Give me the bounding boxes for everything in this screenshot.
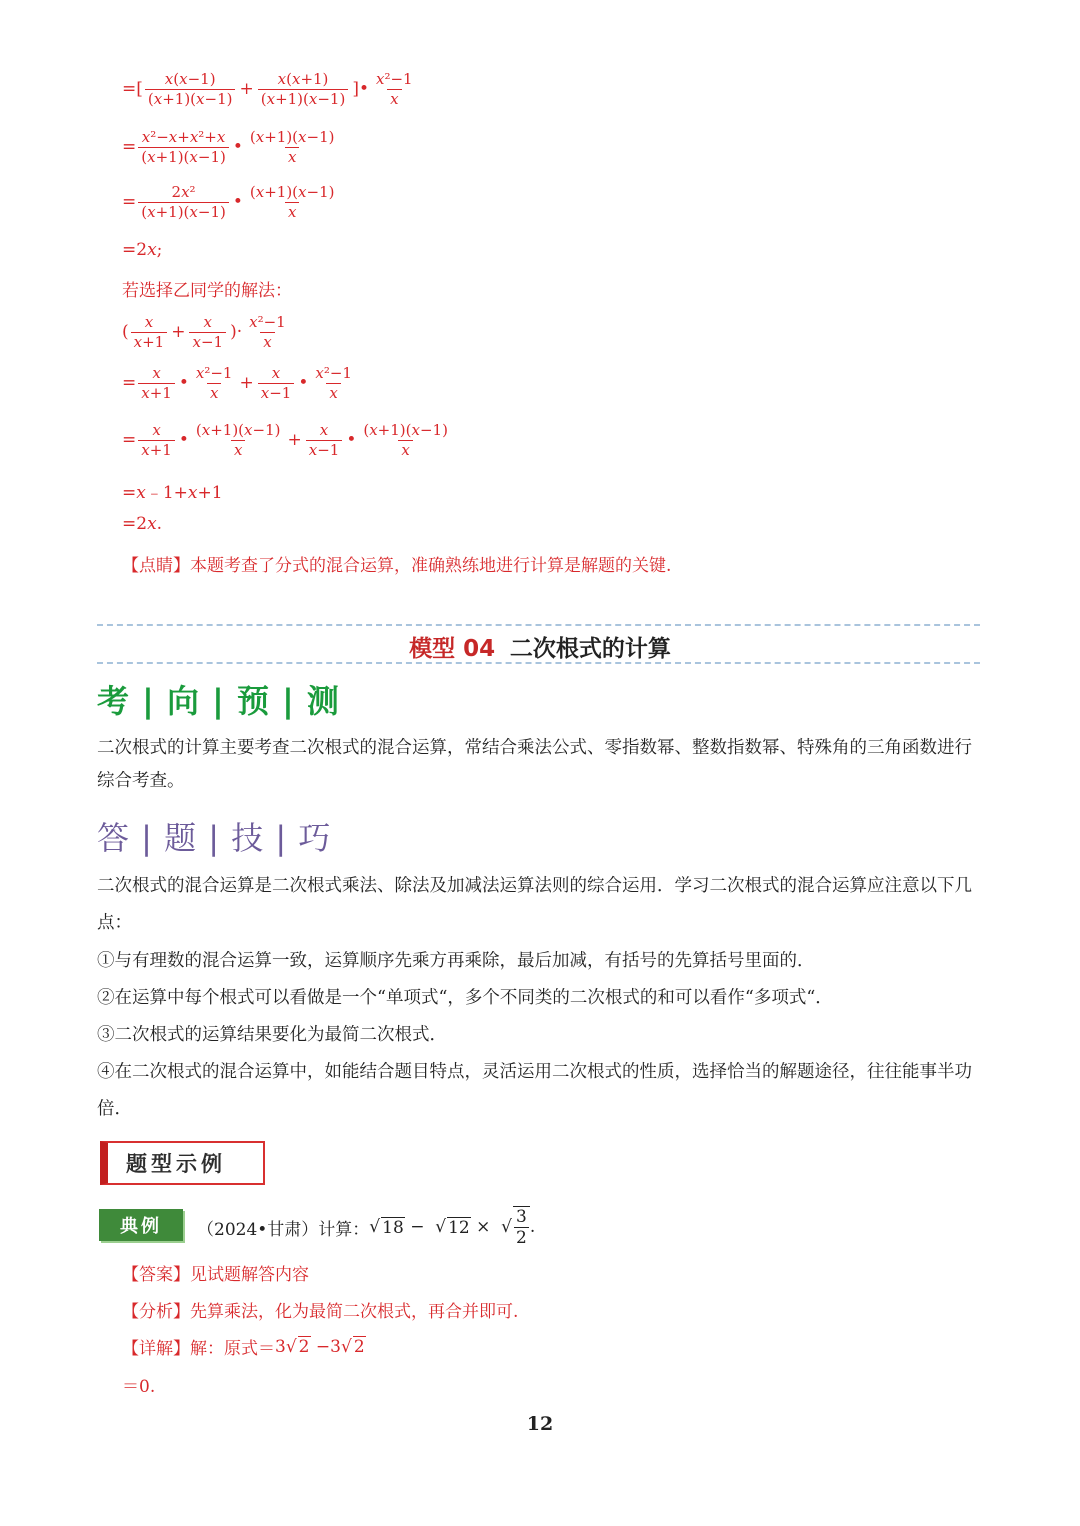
fraction: x x+1 <box>131 315 168 350</box>
deriv-prefix: =[ <box>122 79 143 99</box>
model-title <box>0 630 1080 663</box>
fraction: $\frac{x}{x+1}$ <box>138 423 175 458</box>
fraction: $\frac{\text{2x²}}{(x+1)(x-1)}$ <box>138 185 229 220</box>
operator: • <box>232 192 243 212</box>
operator: + <box>239 79 254 99</box>
deriv-prefix: = <box>122 192 137 212</box>
dianjing-note: 【点睛】本题考查了分式的混合运算，准确熟练地进行计算是解题的关键. <box>122 556 672 576</box>
operator: • <box>178 373 189 393</box>
operator: • <box>232 137 243 157</box>
fraction: $\frac{x}{x-1}$ <box>189 315 226 350</box>
fraction: $\frac{x}{x+1}$ <box>138 366 175 401</box>
operator-times: × <box>476 1217 491 1237</box>
example-source: （2024•甘肃）计算： <box>197 1219 370 1240</box>
derivation-a-line-1 <box>122 72 418 107</box>
tip-1: ①与有理数的混合运算一致，运算顺序先乘方再乘除，最后加减，有括号的先算括号里面的． <box>97 951 815 971</box>
derivation-b-line-3 <box>122 423 453 458</box>
final-line: ＝0. <box>122 1377 156 1397</box>
model-name: 二次根式的计算 <box>509 636 671 662</box>
operator: + <box>171 322 186 342</box>
fraction: (x+1)(x−1) x <box>363 421 448 459</box>
operator: + <box>239 373 254 393</box>
page-number: 12 <box>526 1413 554 1435</box>
fraction: (x+1)(x−1) x <box>195 421 281 459</box>
fraction: $\frac{x}{x-1}$ <box>306 423 343 458</box>
result-a: =2x; <box>122 240 163 260</box>
operator: )· <box>230 322 243 342</box>
radicand-2: 12 <box>448 1217 470 1238</box>
radicand-1: 18 <box>382 1217 404 1238</box>
example-line <box>197 1206 535 1248</box>
deriv-prefix: = <box>122 430 137 450</box>
fraction: x²−1 x <box>376 70 413 108</box>
tip-2: ②在运算中每个根式可以看做是一个“单项式“，多个不同类的二次根式的和可以看作“多项式“． <box>97 988 833 1008</box>
derivation-b-line-1 <box>122 315 291 350</box>
radicand-3: $\frac{3}{2}$ <box>513 1206 530 1248</box>
fraction: $\frac{\text{x²−x+x²+x}}{(x+1)(x-1)}$ <box>138 130 229 165</box>
model-number: 模型 04 <box>409 636 496 662</box>
operator: ]• <box>352 79 369 99</box>
deriv-prefix: = <box>122 137 137 157</box>
tip-4: ④在二次根式的混合运算中，如能结合题目特点，灵活运用二次根式的性质，选择恰当的解题途径，往往能事半功倍． <box>97 1062 972 1119</box>
operator: + <box>287 430 302 450</box>
dianli-tag: 典例 <box>99 1209 183 1241</box>
example-expression: √ 18 − √ 12 × √ $\frac{3}{2}$ . <box>369 1207 536 1248</box>
operator-minus: − <box>410 1217 425 1237</box>
operator: • <box>346 430 357 450</box>
choose-b-heading: 若选择乙同学的解法： <box>122 281 292 301</box>
result-b-2: =2x. <box>122 514 163 534</box>
result-b-1: =x﹣1+x+1 <box>122 483 223 503</box>
fraction: x²−1 x <box>315 364 352 402</box>
derivation-a-line-3 <box>122 185 339 220</box>
deriv-prefix: ( <box>122 322 129 342</box>
divider-bottom <box>97 662 980 664</box>
fraction: $\frac{x(x+1)}{(x+1)(x-1)}$ <box>258 72 349 107</box>
divider-top <box>97 624 980 626</box>
kaoxiang-heading: 考 | 向 | 预 | 测 <box>97 682 340 720</box>
fraction: (x+1)(x−1) x <box>249 183 335 221</box>
fraction: x²−1 x <box>195 364 233 402</box>
dati-heading: 答 | 题 | 技 | 巧 <box>97 819 332 857</box>
fraction: x²−1 x <box>249 313 286 351</box>
fraction: (x+1)(x−1) x <box>249 128 335 166</box>
fraction: x(x−1) (x+1)(x−1) <box>145 72 236 107</box>
deriv-prefix: = <box>122 373 137 393</box>
tip-3: ③二次根式的运算结果要化为最简二次根式． <box>97 1025 447 1045</box>
kaoxiang-text: 二次根式的计算主要考查二次根式的混合运算，常结合乘法公式、零指数幂、整数指数幂、特殊角的三角函数进行综合考查。 <box>97 738 972 791</box>
operator: • <box>178 430 189 450</box>
fraction: $\frac{x}{x-1}$ <box>258 366 295 401</box>
analysis-line: 【分析】先算乘法，化为最简二次根式，再合并即可. <box>122 1302 519 1322</box>
derivation-b-line-2 <box>122 366 357 401</box>
answer-line: 【答案】见试题解答内容 <box>122 1265 309 1285</box>
question-type-badge: 题型示例 <box>100 1141 265 1185</box>
dati-text: 二次根式的混合运算是二次根式乘法、除法及加减法运算法则的综合运用．学习二次根式的混合运算应注意以下几点： <box>97 876 972 933</box>
detail-line: 【详解】解：原式＝ 3 √ 2 − 3 √ 2 <box>122 1336 365 1359</box>
operator: • <box>298 373 309 393</box>
derivation-a-line-2 <box>122 130 339 165</box>
